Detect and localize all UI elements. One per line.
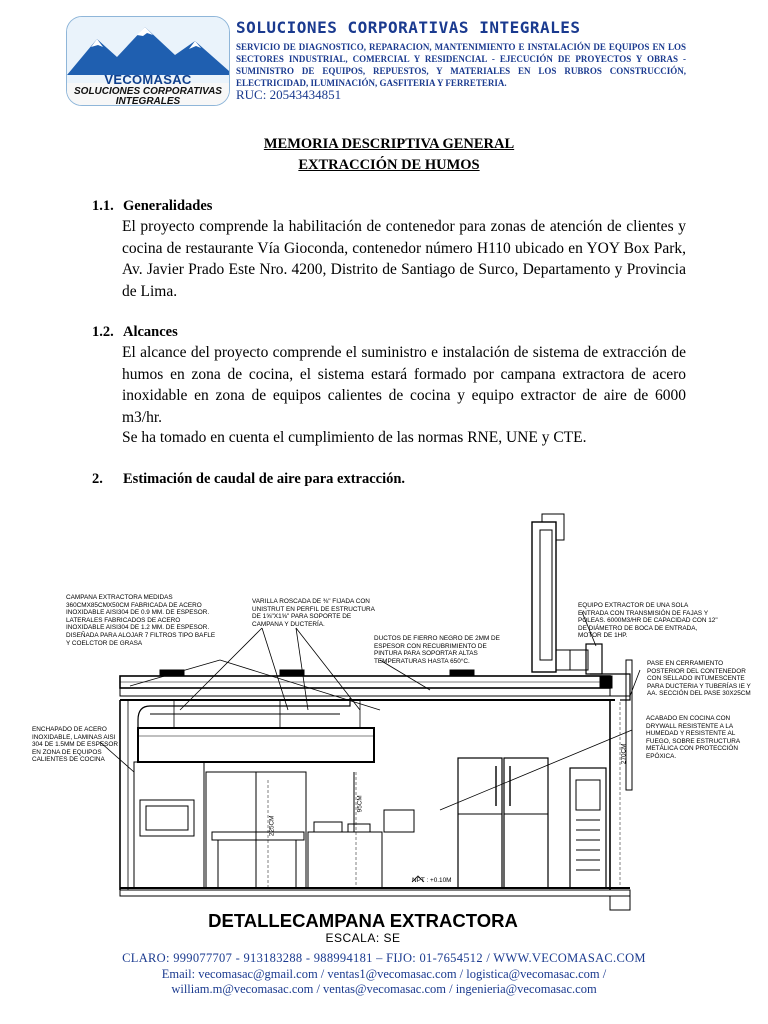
document-title: MEMORIA DESCRIPTIVA GENERAL bbox=[263, 136, 515, 152]
note-extractor: EQUIPO EXTRACTOR DE UNA SOLA ENTRADA CON TRANSMISIÓN DE FAJAS Y POLEAS. 6000M3/HR DE CAPACIDAD CON 12" DE DIÁMETRO DE BOCA DE ENTRADA, MOTOR DE 1HP. bbox=[578, 602, 718, 640]
logo-name: VECOMASAC bbox=[104, 72, 192, 87]
document-subtitle: EXTRACCIÓN DE HUMOS bbox=[298, 157, 480, 173]
note-ducts: DUCTOS DE FIERRO NEGRO DE 2MM DE ESPESOR CON RECUBRIMIENTO DE PINTURA PARA SOPORTAR ALTAS TEMPERATURAS HASTA 650°C. bbox=[374, 635, 500, 665]
section-heading-caudal: Estimación de caudal de aire para extracción. bbox=[123, 471, 406, 487]
logo-subtitle bbox=[67, 87, 229, 106]
note-passage: PASE EN CERRAMIENTO POSTERIOR DEL CONTENEDOR CON SELLADO INTUMESCENTE PARA DUCTERIA Y TUBERÍAS IE Y AA. SECCIÓN DEL PASE 30X25CM bbox=[647, 660, 751, 698]
paragraph-normas: Se ha tomado en cuenta el cumplimiento de las normas RNE, UNE y CTE. bbox=[122, 429, 587, 446]
footer-phones: CLARO: 999077707 - 913183288 - 988994181 – FIJO: 01-7654512 / WWW.VECOMASAC.COM bbox=[122, 951, 646, 965]
services-description: SERVICIO DE DIAGNOSTICO, REPARACION, MANTENIMIENTO E INSTALACIÓN DE EQUIPOS EN LOS SECTORES INDUSTRIAL, COMERCIAL Y RESIDENCIAL - EJECUCIÓN DE PROYECTOS Y OBRAS - SUMINISTRO DE EQUIPOS, REPUESTOS, Y MATERIALES EN LOS RUBROS CONSTRUCCIÓN, ELECTRICIDAD, ILUMINACIÓN, GASFITERIA Y FERRETERIA. bbox=[236, 42, 686, 88]
company-name: SOLUCIONES CORPORATIVAS INTEGRALES bbox=[236, 18, 581, 37]
section-number-1-2: 1.2. bbox=[92, 324, 114, 340]
dimension-270: 270CM bbox=[620, 743, 628, 765]
section-heading-alcances: Alcances bbox=[123, 324, 178, 340]
section-number-2: 2. bbox=[92, 471, 103, 487]
footer-emails-line1: Email: vecomasac@gmail.com / ventas1@vecomasac.com / logistica@vecomasac.com / bbox=[161, 967, 607, 981]
ruc-number: RUC: 20543434851 bbox=[236, 87, 342, 102]
logo-subtitle-line1: SOLUCIONES CORPORATIVAS bbox=[74, 86, 222, 97]
drawing-scale: ESCALA: SE bbox=[325, 931, 401, 945]
section-heading-generalidades: Generalidades bbox=[123, 198, 213, 214]
note-rod: VARILLA ROSCADA DE ⅜" FIJADA CON UNISTRUT EN PERFIL DE ESTRUCTURA DE 1⅝"X1⅝" PARA SOPORTE DE CAMPANA Y DUCTERÍA. bbox=[252, 598, 375, 628]
note-hood: CAMPANA EXTRACTORA MEDIDAS 360CMX85CMX50CM FABRICADA DE ACERO INOXIDABLE AISI304 DE 0.9 MM. DE ESPESOR. LATERALES FABRICADOS DE ACERO INOXIDABLE AISI304 DE 1.2 MM. DE ESPESOR. DISEÑADA PARA ALOJAR 7 FILTROS TIPO BAFLE Y COELCTOR DE GRASA bbox=[66, 594, 216, 647]
note-npt: NPT : +0.10M bbox=[412, 877, 452, 884]
footer-emails-line2: william.m@vecomasac.com / ventas@vecomasac.com / ingenieria@vecomasac.com bbox=[171, 982, 597, 996]
note-drywall: ACABADO EN COCINA CON DRYWALL RESISTENTE A LA HUMEDAD Y RESISTENTE AL FUEGO, SOBRE ESTRUCTURA METÁLICA CON PROTECCIÓN EPÓXICA. bbox=[646, 715, 740, 760]
dimension-225: 225CM bbox=[268, 815, 276, 837]
logo-subtitle-line2: INTEGRALES bbox=[115, 96, 181, 106]
company-logo bbox=[66, 16, 230, 106]
note-cladding: ENCHAPADO DE ACERO INOXIDABLE, LAMINAS AISI 304 DE 1.5MM DE ESPESOR EN ZONA DE EQUIPOS CALIENTES DE COCINA bbox=[32, 726, 118, 764]
hood-technical-drawing bbox=[30, 510, 750, 920]
section-number-1-1: 1.1. bbox=[92, 198, 114, 214]
paragraph-alcances: El alcance del proyecto comprende el suministro e instalación de sistema de extracción de humos en zona de cocina, el sistema estará formado por campana extractora de acero inoxidable en zona de equipos calientes de cocina y equipo extractor de aire de 6000 m3/hr. bbox=[122, 344, 686, 426]
paragraph-generalidades: El proyecto comprende la habilitación de contenedor para zonas de atención de clientes y cocina de restaurante Vía Gioconda, contenedor número H110 ubicado en YOY Box Park, Av. Javier Prado Este Nro. 4200, Distrito de Santiago de Surco, Departamento y Provincia de Lima. bbox=[122, 218, 686, 300]
drawing-title: DETALLECAMPANA EXTRACTORA bbox=[208, 910, 518, 931]
drawing-lines bbox=[30, 510, 750, 920]
dimension-95: 95CM bbox=[356, 795, 364, 813]
